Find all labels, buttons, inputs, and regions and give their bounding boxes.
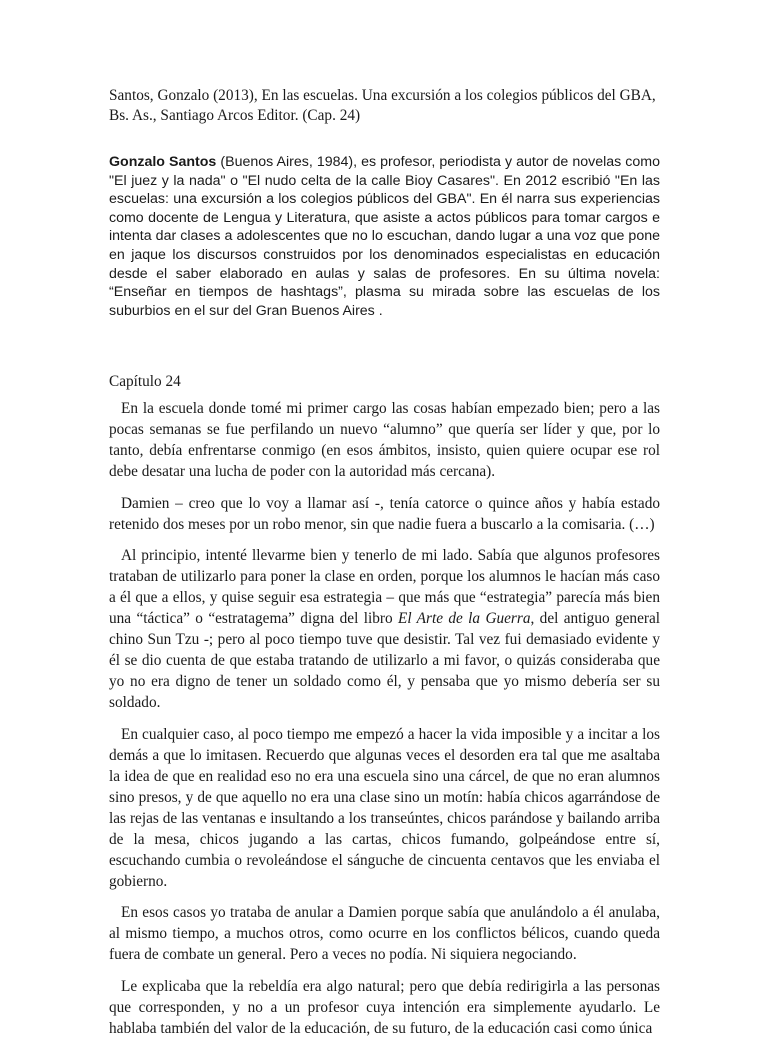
paragraph-4: En cualquier caso, al poco tiempo me empezó a hacer la vida imposible y a incitar a los demás a que lo imitasen. Recuerdo que algunas veces el desorden era tal que me asaltaba la idea de que en realidad eso no era una escuela sino una cárcel, de que no eran alumnos sino presos, y de que aquello no era una clase sino un motín: había chicos agarrándose de las rejas de las ventanas e insultando a los transeúntes, chicos parándose y bailando arriba de la mesa, chicos jugando a las cartas, chicos fumando, golpeándose entre sí, escuchando cumbia o revoleándose el sánguche de cincuenta centavos que les enviaba el gobierno. [109,725,660,890]
paragraph-6: Le explicaba que la rebeldía era algo natural; pero que debía redirigirla a las personas que corresponden, y no a un profesor cuya intención era simplemente ayudarlo. Le hablaba también del valor de la educación, de su futuro, de la educación casi como única [109,977,660,1037]
book-title: El Arte de la Guerra [397,610,531,627]
author-name: Gonzalo Santos [109,154,217,170]
citation: Santos, Gonzalo (2013), En las escuelas. Una excursión a los colegios públicos del GBA, Bs. As., Santiago Arcos Editor. (Cap. 24) [109,87,656,124]
paragraph-1: En la escuela donde tomé mi primer cargo las cosas habían empezado bien; pero a las pocas semanas se fue perfilando un nuevo “alumno” que quería ser líder y que, por lo tanto, debía enfrentarse conmigo (en esos ámbitos, insisto, quien quiere ocupar ese rol debe desatar una lucha de poder con la autoridad más cercana). [109,400,660,480]
paragraph-3-part-b: , del antiguo general chino Sun Tzu -; pero al poco tiempo tuve que desistir. Tal vez fui demasiado evidente y él se dio cuenta de que estaba tratando de utilizarlo a mi favor, o quizás consideraba que yo no era digno de tener un soldado como él, y pensaba que yo mismo debería ser su soldado. [109,610,660,711]
paragraph-3-part-a: Al principio, intenté llevarme bien y tenerlo de mi lado. Sabía que algunos profesores trataban de utilizarlo para poner la clase en orden, porque los alumnos le hacían más caso a él que a ellos, y quise seguir esa estrategia – que más que “estrategia” parecía más bien una “táctica” o “estratagema” digna del libro [109,547,660,627]
author-bio-text: (Buenos Aires, 1984), es profesor, periodista y autor de novelas como "El juez y la nada" o "El nudo celta de la calle Bioy Casares". En 2012 escribió "En las escuelas: una excursión a los colegios públicos del GBA". En él narra sus experiencias como docente de Lengua y Literatura, que asiste a actos públicos para tomar cargos e intenta dar clases a adolescentes que no lo escuchan, dando lugar a una voz que pone en jaque los discursos construidos por los denominados especialistas en educación desde el saber elaborado en aulas y salas de profesores. En su última novela: “Enseñar en tiempos de hashtags”, plasma su mirada sobre las escuelas de los suburbios en el sur del Gran Buenos Aires . [109,154,660,319]
paragraph-5: En esos casos yo trataba de anular a Damien porque sabía que anulándolo a él anulaba, al mismo tiempo, a muchos otros, como ocurre en los conflictos bélicos, cuando queda fuera de combate un general. Pero a veces no podía. Ni siquiera negociando. [109,904,660,963]
paragraph-3 [109,545,660,713]
chapter-body [109,398,660,1049]
author-bio [109,153,660,320]
chapter-title: Capítulo 24 [109,373,181,390]
paragraph-2: Damien – creo que lo voy a llamar así -, tenía catorce o quince años y había estado retenido dos meses por un robo menor, sin que nadie fuera a buscarlo a la comisaria. (…) [109,494,660,533]
